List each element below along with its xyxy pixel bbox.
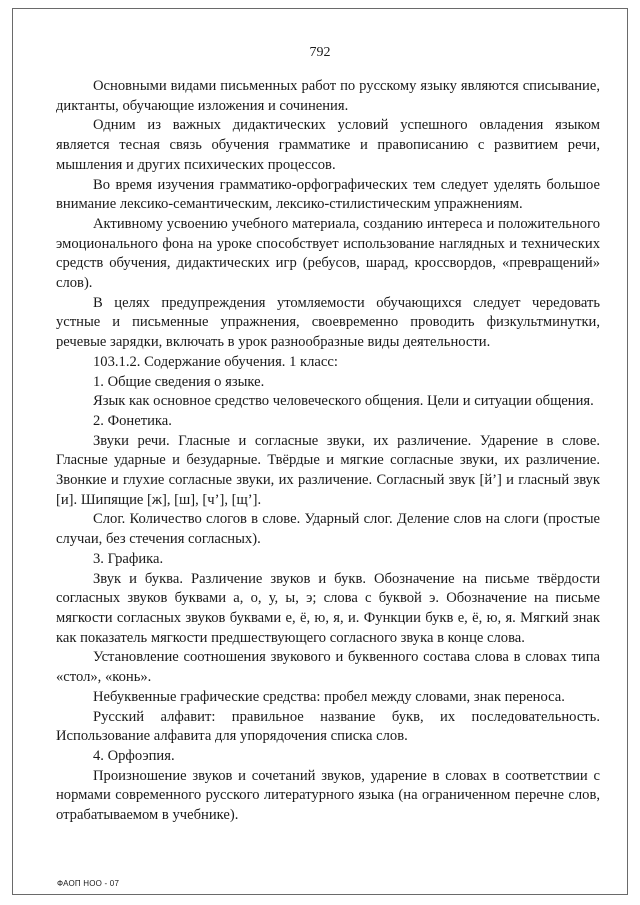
paragraph: Установление соотношения звукового и буквенного состава слова в словах типа «стол», «конь». — [56, 649, 600, 686]
paragraph: Активному усвоению учебного материала, созданию интереса и положительного эмоционального фона на уроке способствует использование наглядных и технических средств обучения, дидактических игр (ребусов, шарад, кроссвордов, «превращений» слов). — [56, 215, 600, 292]
section-heading: 103.1.2. Содержание обучения. 1 класс: — [93, 353, 338, 370]
paragraph: Произношение звуков и сочетаний звуков, ударение в словах в соответствии с нормами современного русского литературного языка (на ограниченном перечне слов, отрабатываемом в учебнике). — [56, 767, 600, 824]
subsection-heading: 4. Орфоэпия. — [93, 747, 175, 764]
paragraph: Звуки речи. Гласные и согласные звуки, их различение. Ударение в слове. Гласные ударные и безударные. Твёрдые и мягкие согласные звуки, их различение. Звонкие и глухие согласные звуки, их различение. Согласный звук [й’] и гласный звук [и]. Шипящие [ж], [ш], [ч’], [щ’]. — [56, 432, 600, 508]
paragraph: Основными видами письменных работ по русскому языку являются списывание, диктанты, обучающие изложения и сочинения. — [56, 78, 600, 114]
paragraph: В целях предупреждения утомляемости обучающихся следует чередовать устные и письменные упражнения, своевременно проводить физкультминутки, речевые зарядки, включать в урок разнообразные виды деятельности. — [56, 294, 600, 351]
document-body — [56, 77, 600, 826]
paragraph: Звук и буква. Различение звуков и букв. Обозначение на письме твёрдости согласных звуков буквами а, о, у, ы, э; слова с буквой э. Обозначение на письме мягкости согласных звуков буквами е, ё, ю, я, и. Функции букв е, ё, ю, я. Мягкий знак как показатель мягкости предшествующего согласного звука в конце слова. — [56, 570, 600, 646]
page-number: 792 — [309, 45, 331, 60]
subsection-heading: 2. Фонетика. — [93, 412, 172, 429]
paragraph: Русский алфавит: правильное название букв, их последовательность. Использование алфавита для упорядочения списка слов. — [56, 708, 600, 745]
paragraph: Слог. Количество слогов в слове. Ударный слог. Деление слов на слоги (простые случаи, без стечения согласных). — [56, 511, 600, 548]
paragraph: Одним из важных дидактических условий успешного овладения языком является тесная связь обучения грамматике и правописанию с развитием речи, мышления и других психических процессов. — [56, 117, 600, 173]
paragraph: Небуквенные графические средства: пробел между словами, знак переноса. — [93, 688, 565, 705]
page-footer: ФАОП НОО - 07 — [57, 879, 120, 888]
paragraph: Во время изучения грамматико-орфографических тем следует уделять большое внимание лексико-семантическим, лексико-стилистическим упражнениям. — [56, 176, 600, 213]
subsection-heading: 3. Графика. — [93, 550, 164, 567]
subsection-heading: 1. Общие сведения о языке. — [93, 373, 265, 390]
paragraph: Язык как основное средство человеческого общения. Цели и ситуации общения. — [93, 393, 594, 410]
